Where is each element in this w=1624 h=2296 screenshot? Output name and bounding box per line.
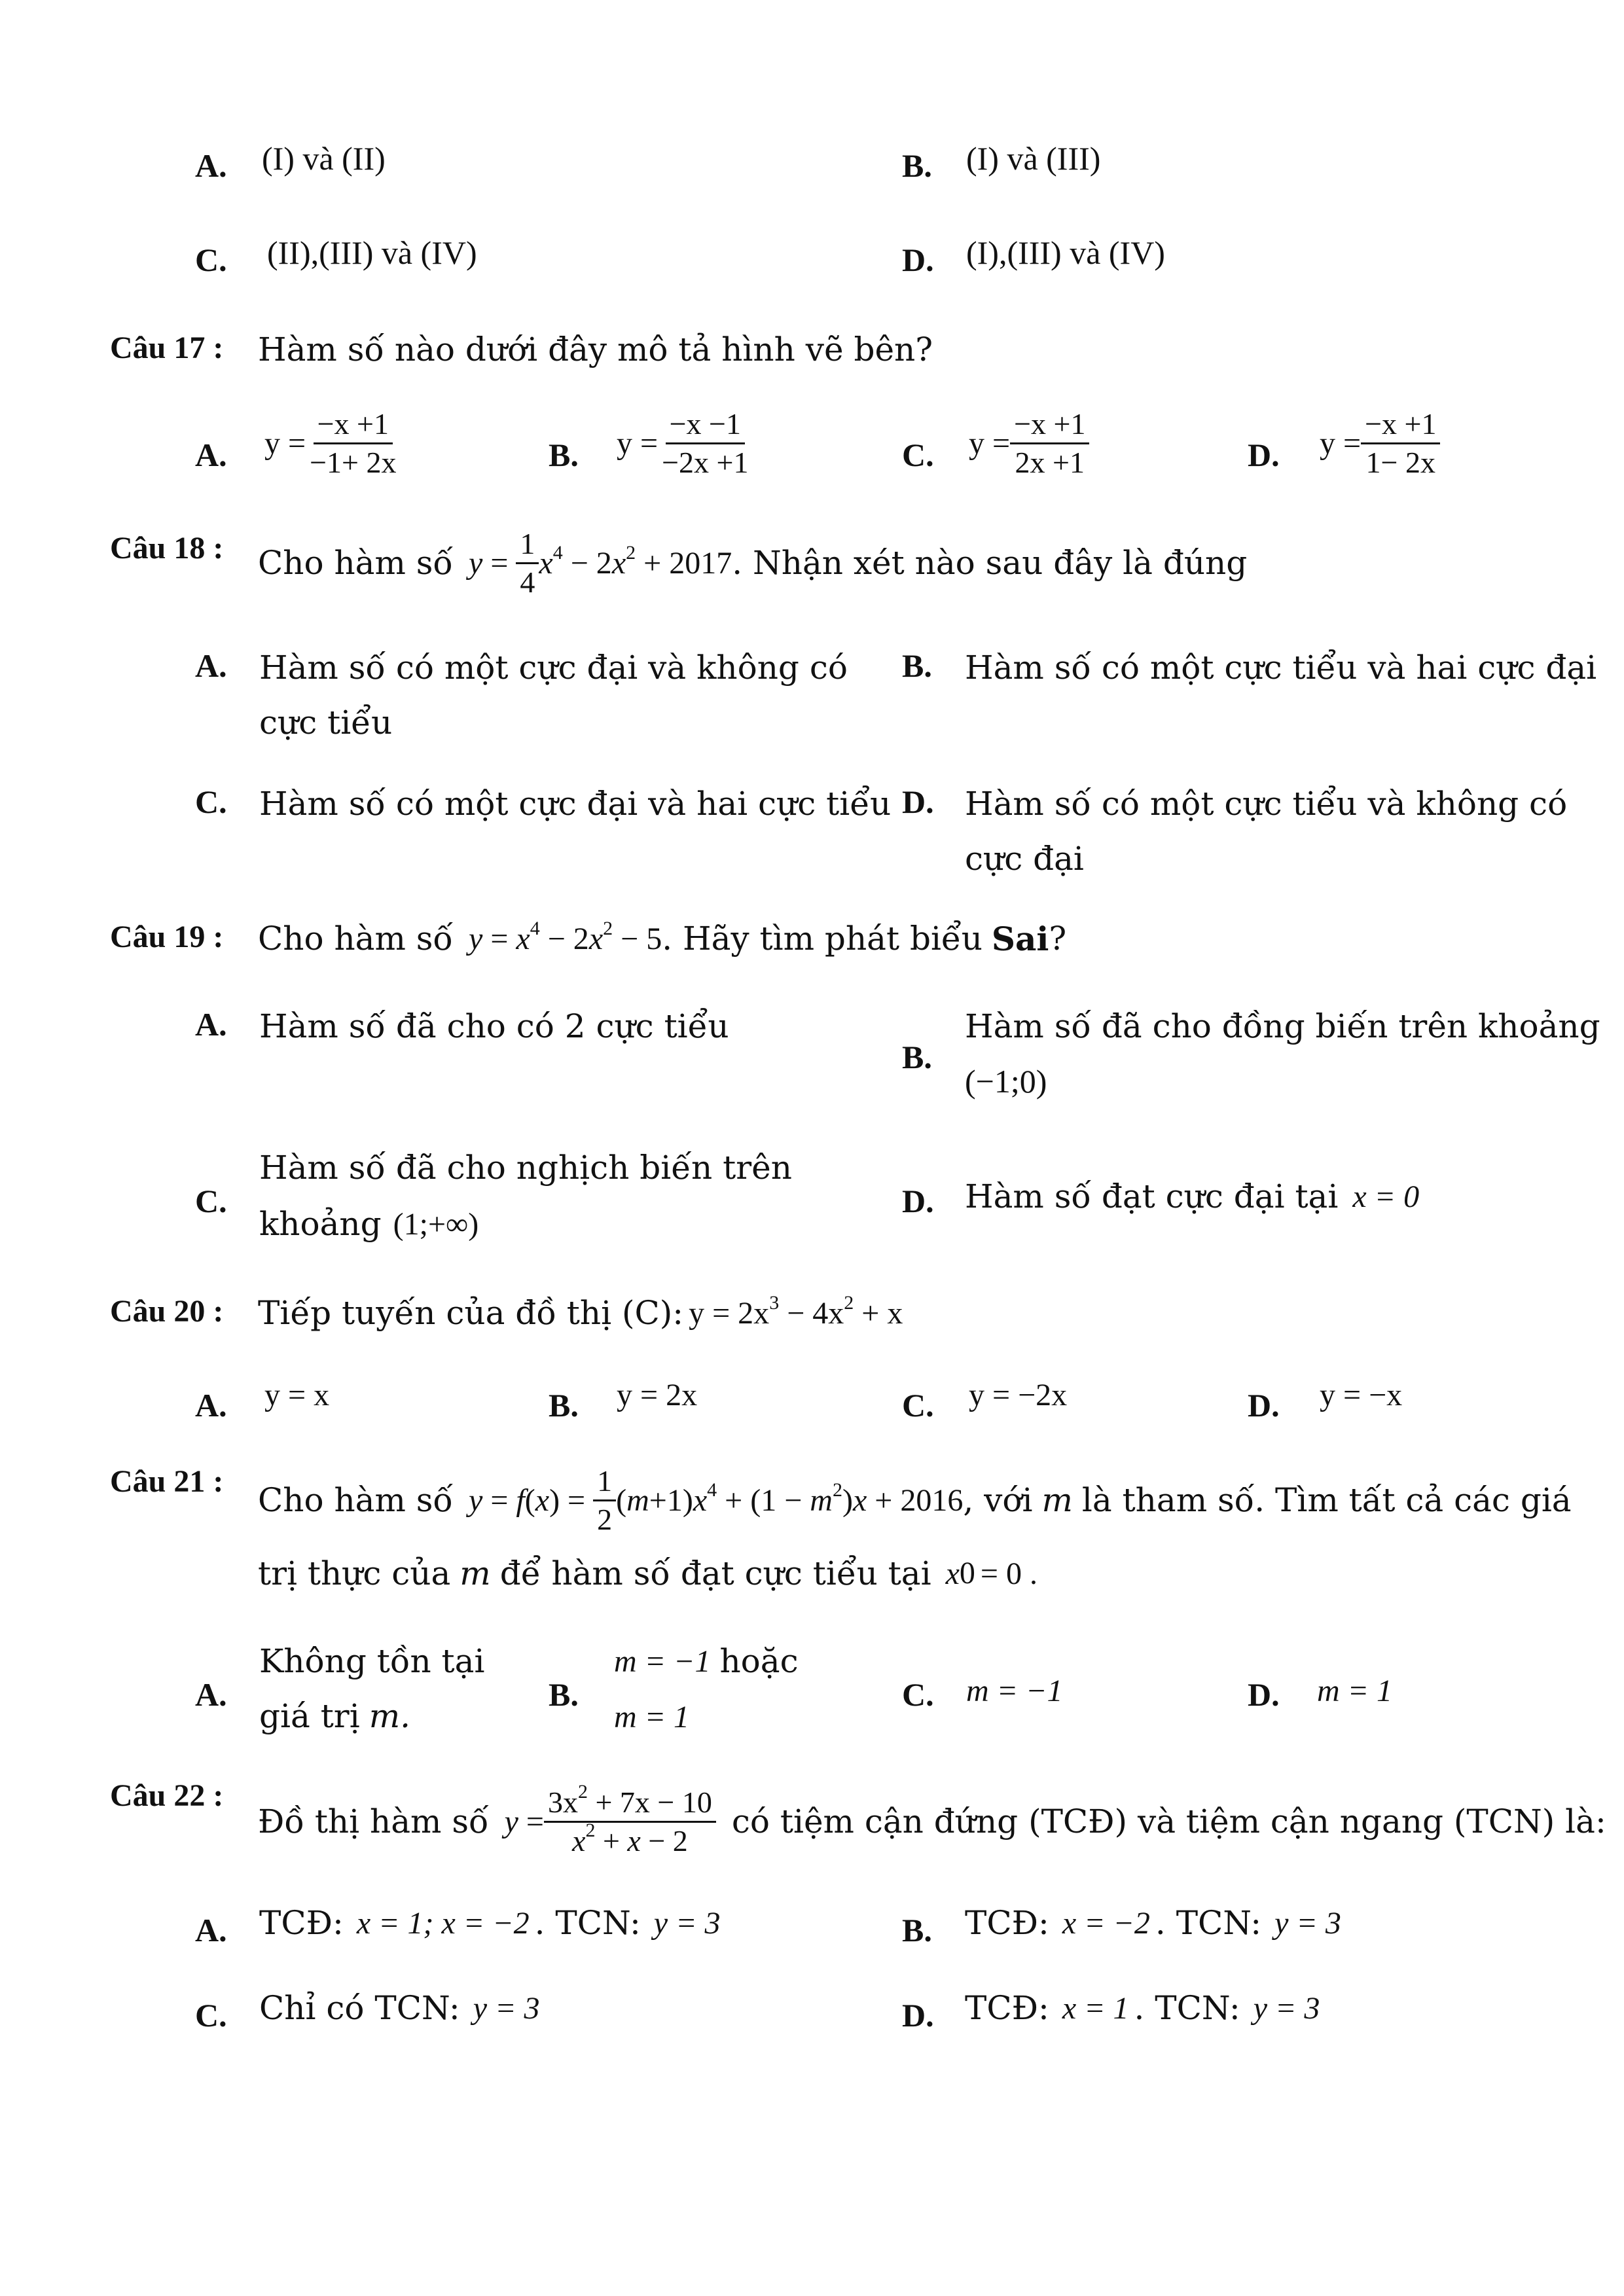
option-label: B. xyxy=(549,1387,579,1424)
option-label: D. xyxy=(902,783,934,820)
question-text: Cho hàm số $y = x^4 - 2x^2 - 5$ . Hãy tìm phát biểu Sai ? xyxy=(258,917,1067,958)
option-label: B. xyxy=(902,147,932,184)
option-label: D. xyxy=(902,1997,934,2034)
option-label: C. xyxy=(195,1183,227,1219)
option-formula: m = 1 xyxy=(614,1700,690,1734)
fraction: $\frac{1}{4}$ xyxy=(516,526,539,601)
option-label: C. xyxy=(902,437,934,473)
option-text: (I) và (III) xyxy=(966,140,1101,177)
option-formula: y = $\frac{-x +1}{1- 2x}$ xyxy=(1320,406,1440,481)
fraction: $\frac{1}{2}$ xyxy=(593,1463,616,1538)
option-label: C. xyxy=(195,783,227,820)
option-text: cực tiểu xyxy=(259,704,393,742)
option-text: cực đại xyxy=(965,840,1084,878)
option-text: khoảng (1;+∞) xyxy=(259,1205,479,1243)
option-formula: y = −2x xyxy=(969,1378,1068,1412)
option-formula: y = 2x xyxy=(617,1378,698,1412)
option-formula: y = $\frac{-x +1}{2x +1}$ xyxy=(969,406,1089,481)
question-number: Câu 17 : xyxy=(110,331,224,365)
option-formula: m = 1 xyxy=(1317,1674,1393,1708)
question-number: Câu 19 : xyxy=(110,920,224,954)
option-label: A. xyxy=(195,1006,227,1043)
option-text: (I) và (II) xyxy=(262,140,386,177)
option-label: C. xyxy=(902,1387,934,1424)
option-formula: m = −1 xyxy=(966,1674,1063,1708)
option-label: C. xyxy=(195,242,227,278)
option-label: C. xyxy=(902,1676,934,1713)
option-label: C. xyxy=(195,1997,227,2034)
option-label: D. xyxy=(1248,1676,1280,1713)
option-text: (II),(III) và (IV) xyxy=(267,234,477,271)
question-number: Câu 22 : xyxy=(110,1778,224,1813)
option-text: TCĐ: x = −2 . TCN: y = 3 xyxy=(965,1904,1341,1942)
option-text: (−1;0) xyxy=(965,1063,1047,1100)
option-text: Hàm số đạt cực đại tại x = 0 xyxy=(965,1177,1420,1215)
question-text: Tiếp tuyến của đồ thị (C): $y = 2x^3 - 4x^2 + x$ xyxy=(258,1291,903,1332)
option-text: Hàm số đã cho có 2 cực tiểu xyxy=(259,1007,729,1045)
option-formula: y = −x xyxy=(1320,1378,1403,1412)
question-text: Cho hàm số y = f(x) = $\frac{1}{2}$ $(m+1)x^4 + (1 - m^2)x + 2016$ , với m là tham số. Tìm tất cả các giá xyxy=(258,1461,1572,1539)
option-label: D. xyxy=(1248,437,1280,473)
option-label: B. xyxy=(902,1039,932,1075)
fraction: $\frac{-x +1}{2x +1}$ xyxy=(1010,406,1089,481)
option-text: TCĐ: x = 1; x = −2 . TCN: y = 3 xyxy=(259,1904,721,1942)
option-formula: y = x xyxy=(264,1378,330,1412)
option-label: A. xyxy=(195,147,227,184)
option-text: (I),(III) và (IV) xyxy=(966,234,1165,271)
option-formula: y = $\frac{-x -1}{-2x +1}$ xyxy=(617,406,752,481)
option-label: B. xyxy=(902,647,932,684)
question-number: Câu 18 : xyxy=(110,531,224,565)
option-label: B. xyxy=(549,1676,579,1713)
fraction: $\frac{-x +1}{-1+ 2x}$ xyxy=(310,407,397,479)
option-label: A. xyxy=(195,1387,227,1424)
option-formula: y = $\frac{-x +1}{-1+ 2x}$ xyxy=(264,406,400,481)
option-text: Không tồn tại xyxy=(259,1642,485,1680)
fraction: $\frac{-x +1}{1- 2x}$ xyxy=(1361,406,1440,481)
option-text: TCĐ: x = 1 . TCN: y = 3 xyxy=(965,1989,1320,2027)
question-number: Câu 20 : xyxy=(110,1294,224,1329)
option-label: B. xyxy=(902,1912,932,1948)
option-text: Hàm số có một cực tiểu và hai cực đại xyxy=(965,649,1597,687)
option-label: A. xyxy=(195,647,227,684)
question-text: Hàm số nào dưới đây mô tả hình vẽ bên? xyxy=(258,331,933,368)
option-text: Hàm số có một cực tiểu và không có xyxy=(965,785,1568,823)
option-text: Hàm số có một cực đại và hai cực tiểu xyxy=(259,785,892,823)
option-label: A. xyxy=(195,1912,227,1948)
option-label: B. xyxy=(549,437,579,473)
option-label: D. xyxy=(1248,1387,1280,1424)
option-text: Chỉ có TCN: y = 3 xyxy=(259,1989,540,2027)
option-text: m = −1 hoặc xyxy=(614,1642,799,1680)
option-text: giá trị m. xyxy=(259,1697,410,1735)
option-text: Hàm số đã cho đồng biến trên khoảng xyxy=(965,1007,1600,1045)
option-text: Hàm số đã cho nghịch biến trên xyxy=(259,1149,792,1187)
option-label: D. xyxy=(902,1183,934,1219)
fraction: $\frac{-x -1}{-2x +1}$ xyxy=(662,407,749,479)
question-text: Đồ thị hàm số y = $\frac{3x^2 + 7x - 10}{x^2 + x - 2}$ có tiệm cận đứng (TCĐ) và tiệm cận ngang (TCN) là: xyxy=(258,1779,1606,1864)
option-label: A. xyxy=(195,1676,227,1713)
option-label: A. xyxy=(195,437,227,473)
option-label: D. xyxy=(902,242,934,278)
question-number: Câu 21 : xyxy=(110,1464,224,1499)
fraction: $\frac{3x^2 + 7x - 10}{x^2 + x - 2}$ xyxy=(544,1784,716,1859)
question-text: trị thực của m để hàm số đạt cực tiểu tại x 0 = 0 . xyxy=(258,1554,1038,1592)
option-text: Hàm số có một cực đại và không có xyxy=(259,649,848,687)
question-text: Cho hàm số y = $\frac{1}{4}$ $x^4 - 2x^2 + 2017$ . Nhận xét nào sau đây là đúng xyxy=(258,524,1247,602)
